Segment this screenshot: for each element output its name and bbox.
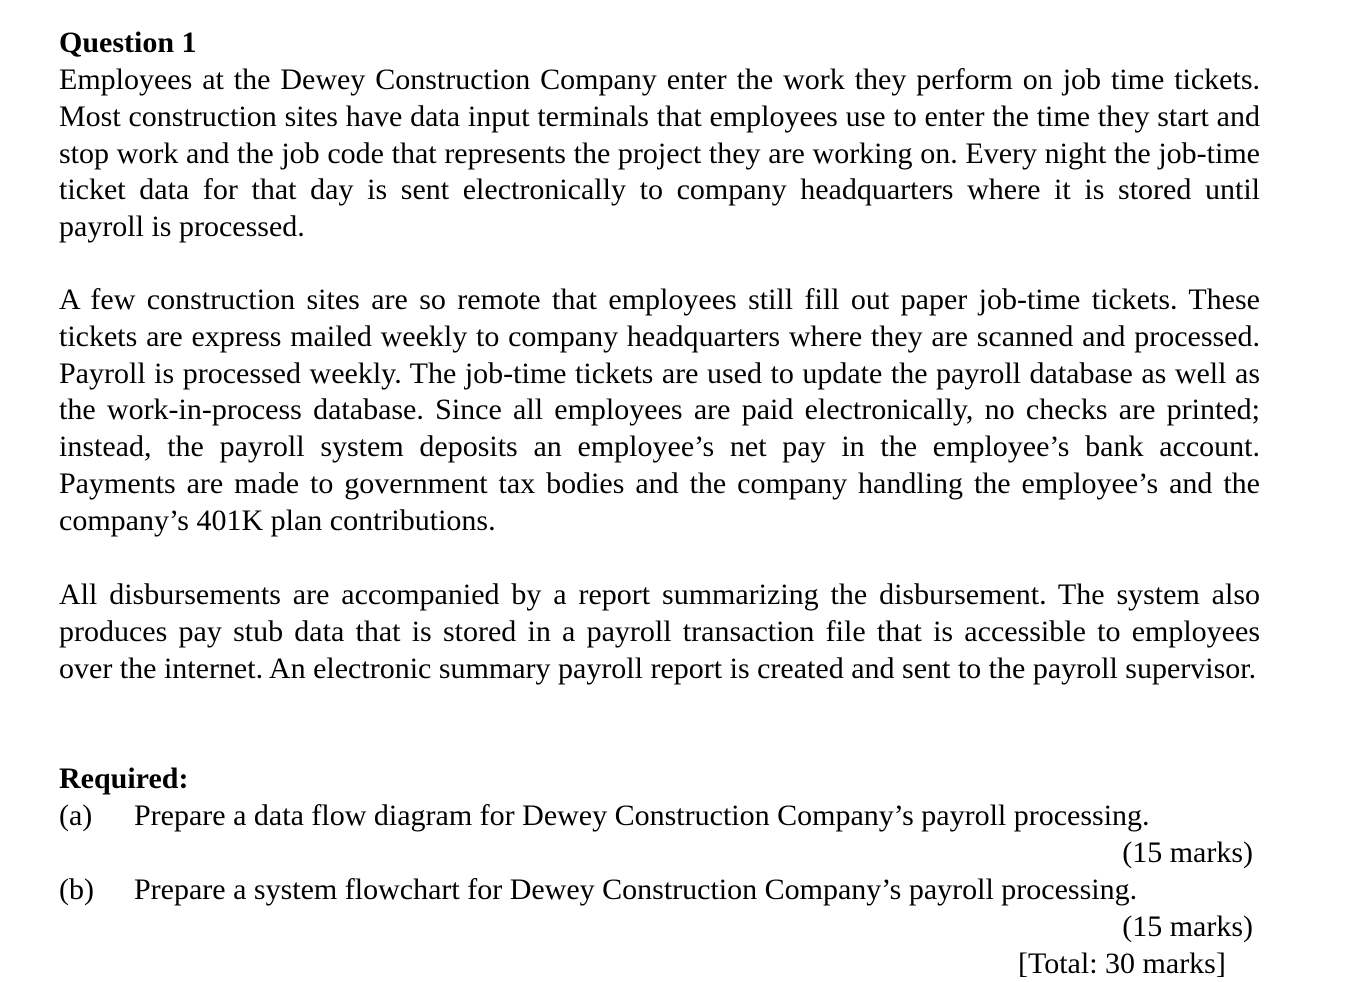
item-b-marks: (15 marks) — [1122, 910, 1253, 943]
item-b-label: (b) — [59, 873, 94, 906]
item-a-label: (a) — [59, 799, 93, 832]
required-heading: Required: — [59, 762, 189, 795]
paragraph-1: Employees at the Dewey Construction Company enter the work they perform on job time tickets. Most construction sites have data input terminals that employees use to enter the time they start and stop work and the job code that represents the project they are working on. Every night the job-time ticket data for that day is sent electronically to company headquarters where it is stored until payroll is processed. — [59, 63, 1260, 244]
paragraph-2: A few construction sites are so remote that employees still fill out paper job-time tickets. These tickets are express mailed weekly to company headquarters where they are scanned and processed. Payroll is processed weekly. The job-time tickets are used to update the payroll database as well as the work-in-process database. Since all employees are paid electronically, no checks are printed; instead, the payroll system deposits an employee’s net pay in the employee’s bank account. Payments are made to government tax bodies and the company handling the employee’s and the company’s 401K plan contributions. — [59, 283, 1260, 537]
total-marks: [Total: 30 marks] — [1018, 947, 1226, 980]
paragraph-3: All disbursements are accompanied by a report summarizing the disbursement. The system also produces pay stub data that is stored in a payroll transaction file that is accessible to employees over the internet. An electronic summary payroll report is created and sent to the payroll supervisor. — [59, 578, 1260, 685]
item-a-marks: (15 marks) — [1122, 836, 1253, 869]
question-title: Question 1 — [59, 26, 197, 59]
item-b-text: Prepare a system flowchart for Dewey Construction Company’s payroll processing. — [134, 873, 1138, 906]
item-a-text: Prepare a data flow diagram for Dewey Construction Company’s payroll processing. — [134, 799, 1150, 832]
